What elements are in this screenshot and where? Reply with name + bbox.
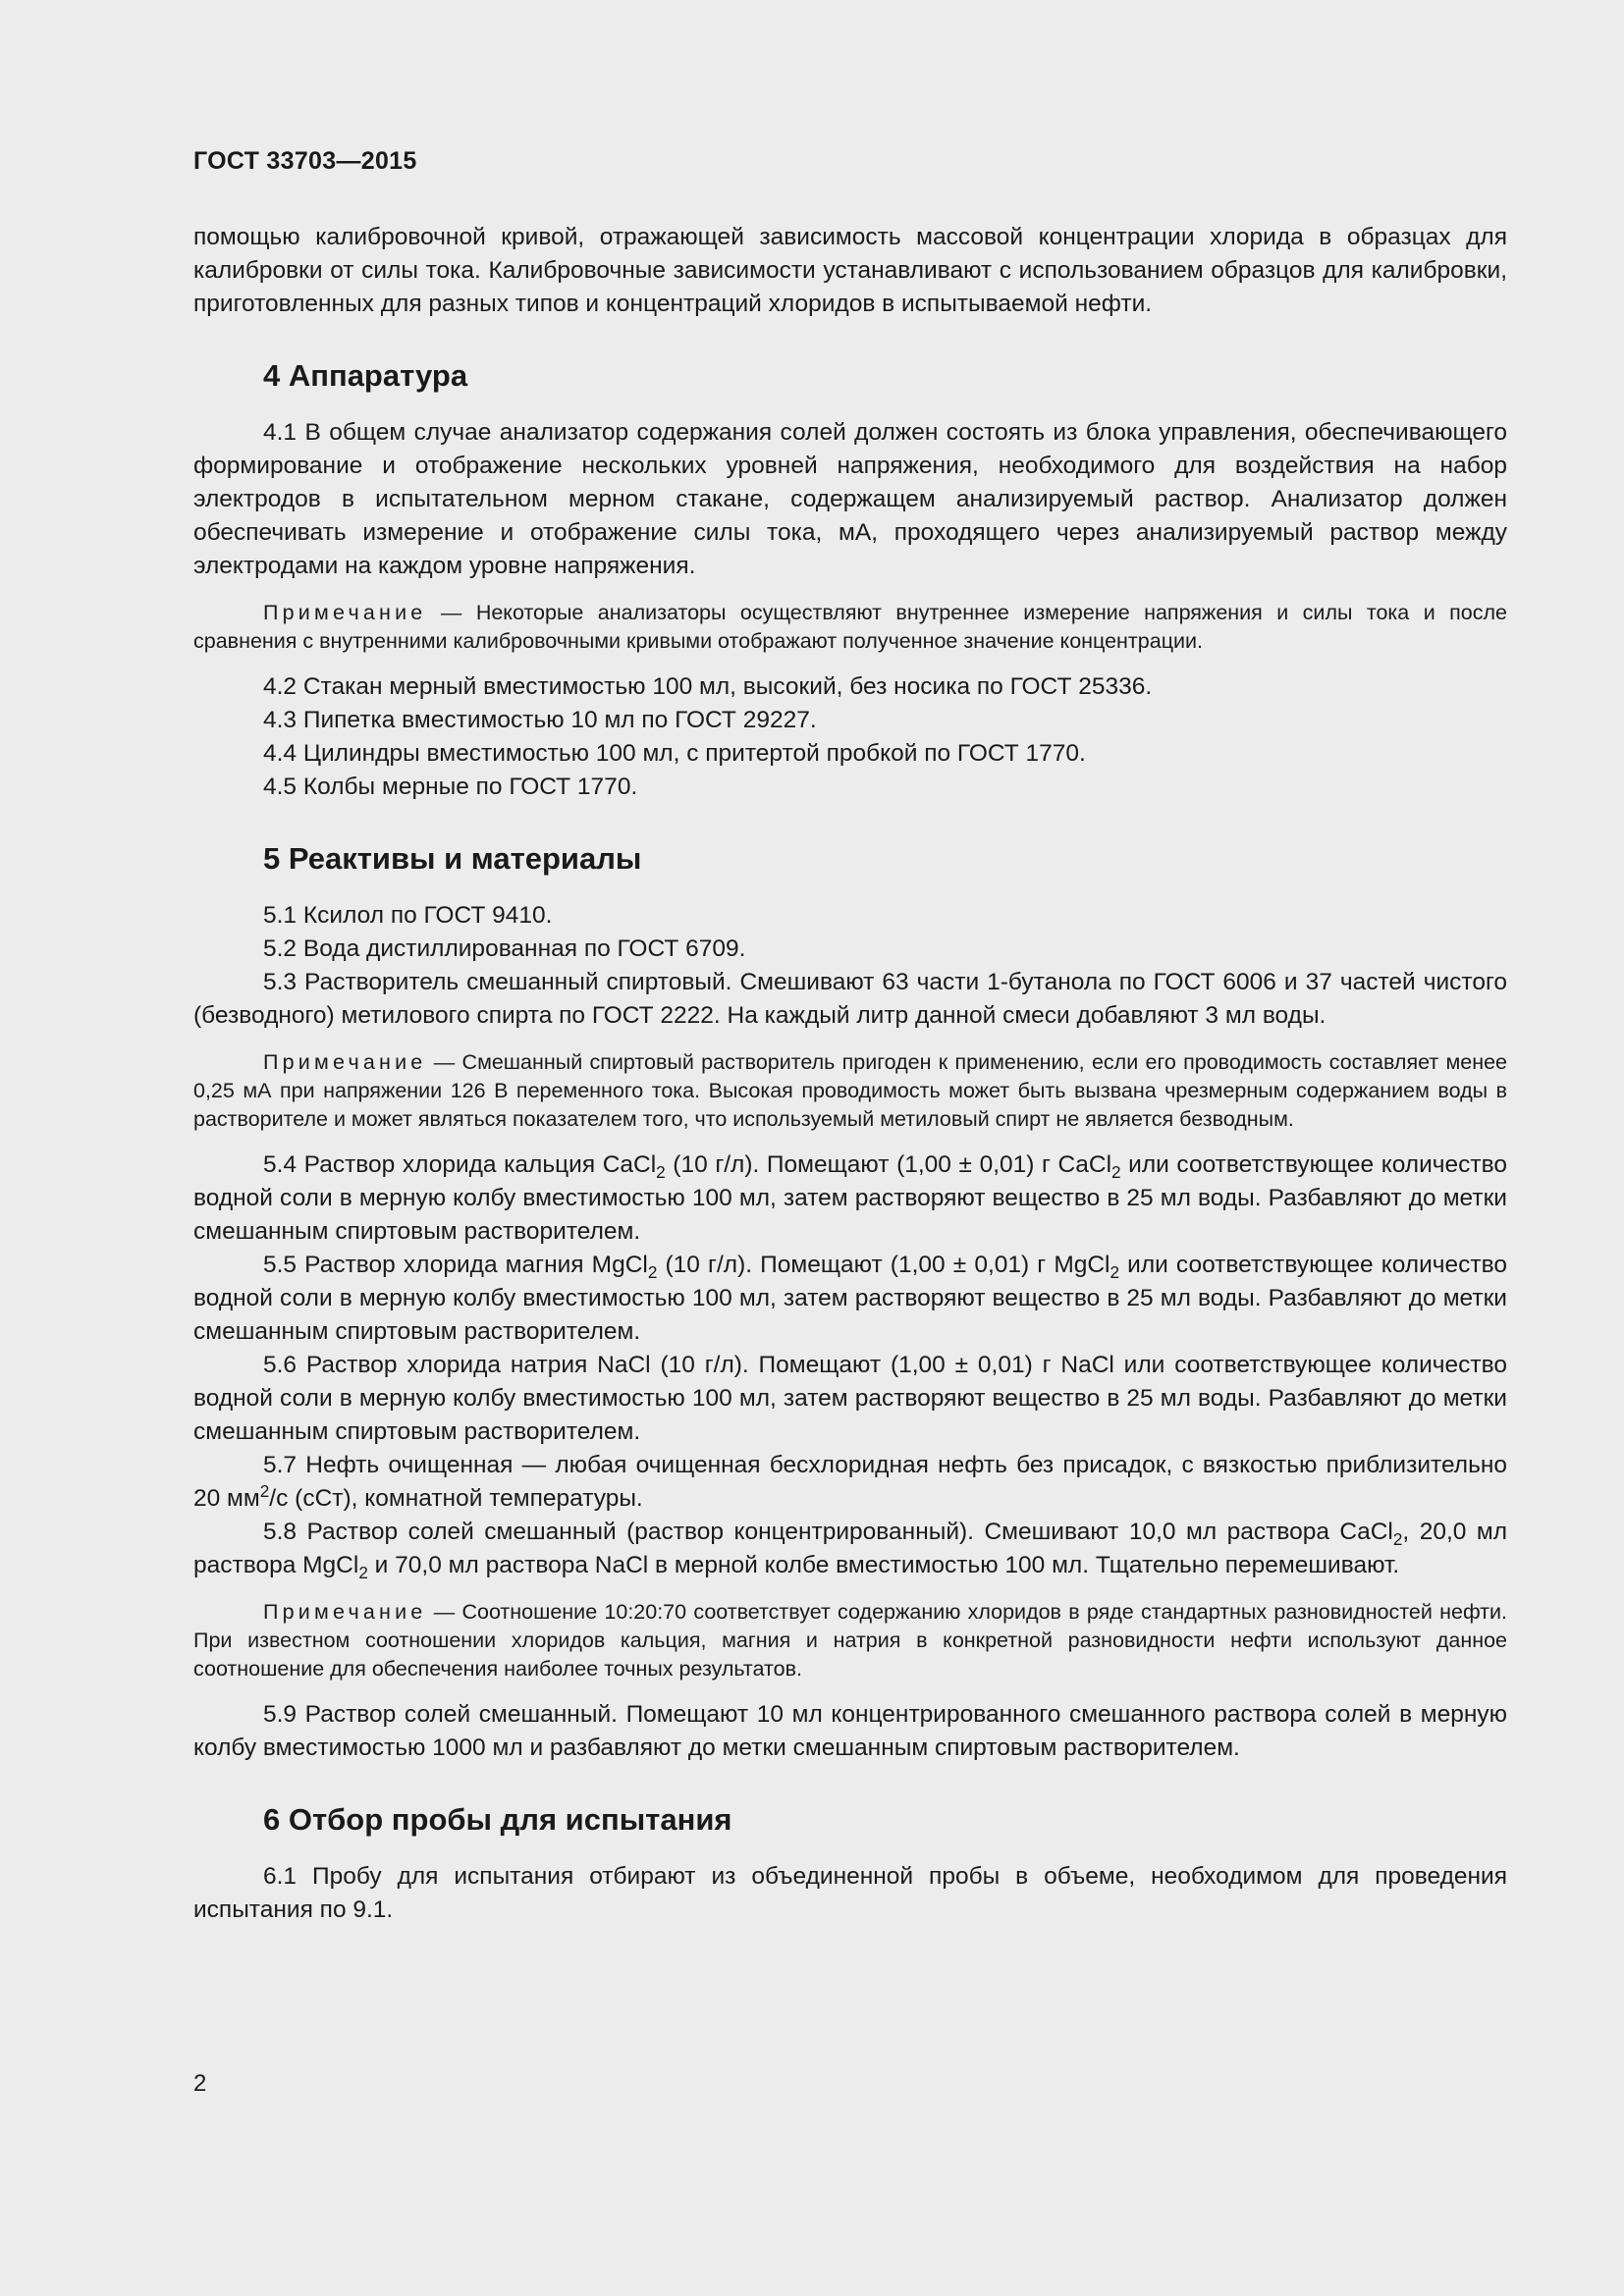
note-label: Примечание (263, 601, 427, 624)
clause-5-4 (193, 1148, 1507, 1249)
clause-text: /с (сСт), комнатной температуры. (269, 1485, 643, 1512)
page-number: 2 (193, 2070, 207, 2097)
subscript: 2 (358, 1563, 368, 1582)
clause-text: или соответствующее количество водной соли в мерную колбу вместимостью 100 мл, затем растворяют вещество в 25 мл воды. Разбавляют до метки смешанным спиртовым растворителем. (193, 1252, 1508, 1345)
note-4 (193, 599, 1507, 656)
note-label: Примечание (263, 1600, 427, 1624)
subscript: 2 (656, 1162, 666, 1182)
clause-5-6: 5.6 Раствор хлорида натрия NaCl (10 г/л). Помещают (1,00 ± 0,01) г NaCl или соответствующее количество водной соли в мерную колбу вместимостью 100 мл, затем растворяют вещество в 25 мл воды. Разбавляют до метки смешанным спиртовым растворителем. (193, 1352, 1507, 1445)
clause-text: 5.4 Раствор хлорида кальция CaCl (263, 1151, 657, 1178)
clause-4-5: 4.5 Колбы мерные по ГОСТ 1770. (263, 774, 638, 800)
clause-text: , 20,0 мл раствора MgCl (193, 1519, 1507, 1578)
note-label: Примечание (263, 1050, 427, 1074)
subscript: 2 (647, 1262, 658, 1282)
subscript: 2 (1110, 1262, 1120, 1282)
section-6-heading: 6 Отбор пробы для испытания (263, 1802, 732, 1837)
subscript: 2 (1111, 1162, 1121, 1182)
clause-text: (10 г/л). Помещают (1,00 ± 0,01) г MgCl (657, 1252, 1110, 1278)
clause-5-9: 5.9 Раствор солей смешанный. Помещают 10 мл концентрированного смешанного раствора солей в мерную колбу вместимостью 1000 мл и разбавляют до метки смешанным спиртовым растворителем. (193, 1701, 1507, 1761)
clause-5-8 (193, 1516, 1507, 1582)
note-text: — Смешанный спиртовый растворитель пригоден к применению, если его проводимость составляет менее 0,25 мА при напряжении 126 В переменного тока. Высокая проводимость может быть вызвана чрезмерным содержанием воды в растворителе и может являться показателем того, что используемый метиловый спирт не является безводным. (193, 1050, 1507, 1131)
clause-6-1: 6.1 Пробу для испытания отбирают из объединенной пробы в объеме, необходимом для проведения испытания по 9.1. (193, 1863, 1507, 1923)
intro-paragraph: помощью калибровочной кривой, отражающей зависимость массовой концентрации хлорида в образцах для калибровки от силы тока. Калибровочные зависимости устанавливают с использованием образцов для калибровки, приготовленных для разных типов и концентраций хлоридов в испытываемой нефти. (193, 224, 1507, 317)
clause-text: (10 г/л). Помещают (1,00 ± 0,01) г CaCl (665, 1151, 1112, 1178)
clause-text: 5.5 Раствор хлорида магния MgCl (263, 1252, 648, 1278)
clause-4-1: 4.1 В общем случае анализатор содержания солей должен состоять из блока управления, обеспечивающего формирование и отображение нескольких уровней напряжения, необходимого для воздействия на набор электродов в испытательном мерном стакане, содержащем анализируемый раствор. Анализатор должен обеспечивать измерение и отображение силы тока, мА, проходящего через анализируемый раствор между электродами на каждом уровне напряжения. (193, 419, 1507, 579)
note-text: — Некоторые анализаторы осуществляют внутреннее измерение напряжения и силы тока и после сравнения с внутренними калибровочными кривыми отображают полученное значение концентрации. (193, 601, 1507, 653)
clause-text: 5.8 Раствор солей смешанный (раствор концентрированный). Смешивают 10,0 мл раствора CaCl (263, 1519, 1393, 1545)
section-4-heading: 4 Аппаратура (263, 358, 468, 393)
document-body (193, 221, 1507, 1927)
subscript: 2 (1392, 1529, 1403, 1549)
clause-5-1: 5.1 Ксилол по ГОСТ 9410. (263, 902, 553, 929)
note-text: — Соотношение 10:20:70 соответствует содержанию хлоридов в ряде стандартных разновидностей нефти. При известном соотношении хлоридов кальция, магния и натрия в конкретной разновидности нефти используют данное соотношение для обеспечения наиболее точных результатов. (193, 1600, 1507, 1681)
section-5-heading: 5 Реактивы и материалы (263, 841, 642, 876)
clause-text: и 70,0 мл раствора NaCl в мерной колбе вместимостью 100 мл. Тщательно перемешивают. (367, 1552, 1400, 1578)
note-5-3 (193, 1048, 1507, 1134)
clause-4-2: 4.2 Стакан мерный вместимостью 100 мл, высокий, без носика по ГОСТ 25336. (263, 673, 1153, 700)
clause-5-7 (193, 1449, 1507, 1516)
clause-text: или соответствующее количество водной соли в мерную колбу вместимостью 100 мл, затем растворяют вещество в 25 мл воды. Разбавляют до метки смешанным спиртовым растворителем. (193, 1151, 1507, 1245)
clause-4-3: 4.3 Пипетка вместимостью 10 мл по ГОСТ 29227. (263, 707, 817, 733)
document-header: ГОСТ 33703—2015 (193, 147, 417, 175)
clause-4-4: 4.4 Цилиндры вместимостью 100 мл, с притертой пробкой по ГОСТ 1770. (263, 740, 1086, 767)
note-5-8 (193, 1598, 1507, 1683)
clause-5-3: 5.3 Растворитель смешанный спиртовый. Смешивают 63 части 1-бутанола по ГОСТ 6006 и 37 частей чистого (безводного) метилового спирта по ГОСТ 2222. На каждый литр данной смеси добавляют 3 мл воды. (193, 969, 1507, 1029)
clause-5-2: 5.2 Вода дистиллированная по ГОСТ 6709. (263, 935, 746, 962)
superscript: 2 (259, 1481, 270, 1501)
clause-text: 5.7 Нефть очищенная — любая очищенная бесхлоридная нефть без присадок, с вязкостью приблизительно 20 мм (193, 1452, 1507, 1512)
clause-5-5 (193, 1249, 1507, 1349)
